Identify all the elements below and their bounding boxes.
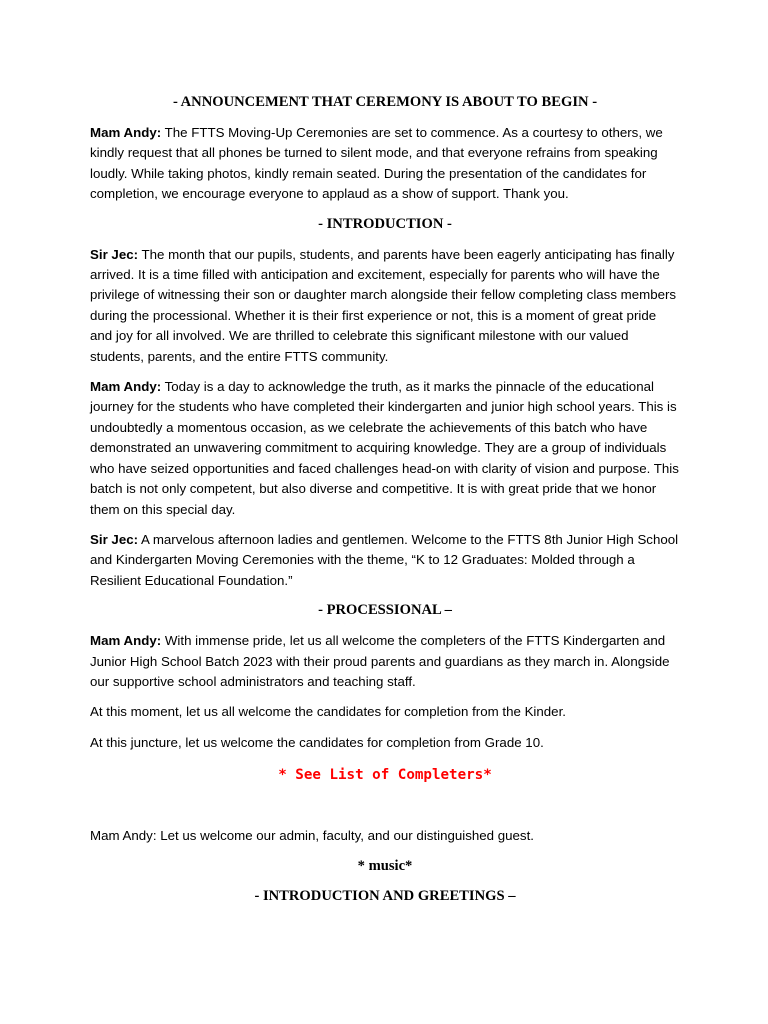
heading-music: * music* xyxy=(357,857,413,874)
heading-processional: - PROCESSIONAL – xyxy=(318,602,452,619)
paragraph-intro-sir-jec xyxy=(90,245,680,367)
paragraph-text: The month that our pupils, students, and parents have been eagerly anticipating has finally arrived. It is a time filled with anticipation and excitement, especially for parents who will have the privilege of witnessing their son or daughter march alongside their fellow completing class members during the processional. Whether it is their first experience or not, this is a moment of great pride and joy for all involved. We are thrilled to celebrate this significant milestone with our valued students, parents, and the entire FTTS community. xyxy=(90,246,677,364)
paragraph-text: Today is a day to acknowledge the truth, as it marks the pinnacle of the educational journey for the students who have completed their kindergarten and junior high school years. This is undoubtedly a momentous occasion, as we celebrate the achievements of this batch who have demonstrated an unwavering commitment to acquiring knowledge. They are a group of individuals who have seized opportunities and faced challenges head-on with clarity of vision and purpose. This batch is not only competent, but also diverse and competitive. It is with great pride that we honor them on this special day. xyxy=(90,379,679,517)
paragraph-intro-mam-andy xyxy=(90,377,680,520)
heading-introduction: - INTRODUCTION - xyxy=(318,215,452,232)
paragraph-text: A marvelous afternoon ladies and gentlemen. Welcome to the FTTS 8th Junior High School and Kindergarten Moving Ceremonies with the theme, “K to 12 Graduates: Molded through a Resilient Educational Foundation.” xyxy=(90,531,679,588)
speaker-label: Mam Andy: xyxy=(90,125,162,140)
paragraph-text: The FTTS Moving-Up Ceremonies are set to commence. As a courtesy to others, we kindly request that all phones be turned to silent mode, and that everyone refrains from speaking loudly. While taking photos, kindly remain seated. During the presentation of the candidates for completion, we encourage everyone to applaud as a show of support. Thank you. xyxy=(90,125,663,202)
speaker-label: Sir Jec: xyxy=(90,531,139,547)
paragraph-kinder: At this moment, let us all welcome the candidates for completion from the Kinder. xyxy=(90,704,566,720)
paragraph-text: With immense pride, let us all welcome the completers of the FTTS Kindergarten and Junior High School Batch 2023 with their proud parents and guardians as they march in. Alongside our supportive school administrators and teaching staff. xyxy=(90,633,670,689)
paragraph-announcement xyxy=(90,123,680,205)
paragraph-admin-welcome: Mam Andy: Let us welcome our admin, faculty, and our distinguished guest. xyxy=(90,828,534,844)
heading-announcement: - ANNOUNCEMENT THAT CEREMONY IS ABOUT TO BEGIN - xyxy=(172,94,598,110)
paragraph-grade10: At this juncture, let us welcome the candidates for completion from Grade 10. xyxy=(90,734,544,750)
speaker-label: Mam Andy: xyxy=(90,633,162,649)
heading-greetings: - INTRODUCTION AND GREETINGS – xyxy=(254,887,516,904)
document-page xyxy=(90,93,680,905)
paragraph-processional xyxy=(90,631,680,692)
see-list-note: * See List of Completers* xyxy=(278,767,492,784)
speaker-label: Sir Jec: xyxy=(90,246,139,262)
speaker-label: Mam Andy: xyxy=(90,379,162,395)
paragraph-welcome xyxy=(90,530,680,591)
